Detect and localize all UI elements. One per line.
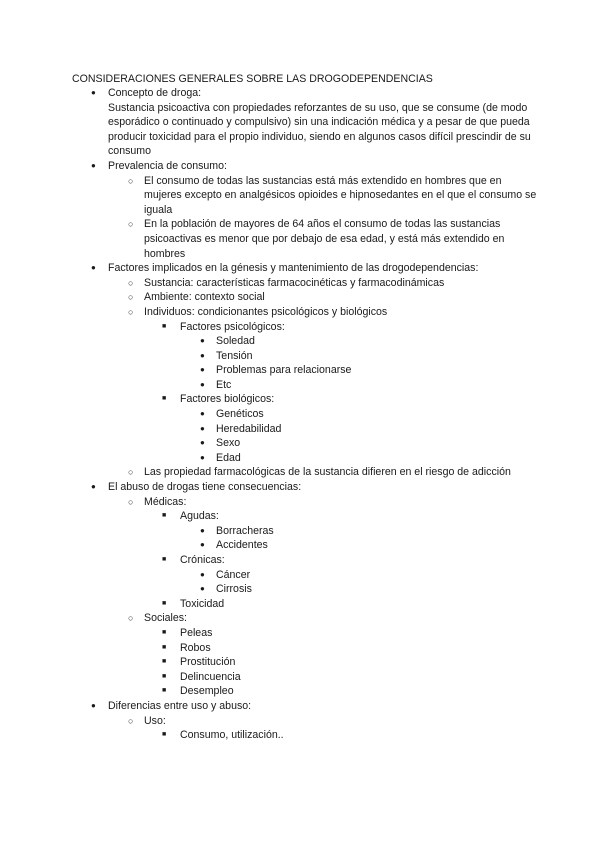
agudas-label: Agudas: — [180, 510, 219, 523]
biologicos-label: Factores biológicos: — [180, 393, 275, 406]
list-item: ● Heredabilidad — [216, 422, 538, 437]
factores-label: Factores implicados en la génesis y mantenimiento de las drogodependencias: — [108, 262, 479, 275]
diferencias-label: Diferencias entre uso y abuso: — [108, 699, 252, 712]
uso-label: Uso: — [144, 714, 166, 727]
list-item-individuos — [144, 305, 538, 466]
diferencias-sublist — [144, 714, 538, 743]
list-item: ■ Prostitución — [180, 655, 538, 670]
list-item: ● Sexo — [216, 436, 538, 451]
concepto-definition: Sustancia psicoactiva con propiedades reforzantes de su uso, que se consume (de modo esporádico o continuado y compulsivo) sin una indicación médica y a pesar de que pueda producir toxicidad para el propio individuo, siendo en algunos casos difícil prescindir de su consumo — [108, 101, 531, 158]
list-item: ○ Ambiente: contexto social — [144, 290, 538, 305]
list-item-medicas — [144, 495, 538, 612]
uso-sublist — [180, 728, 538, 743]
prevalencia-label: Prevalencia de consumo: — [108, 159, 227, 172]
list-item-biologicos — [180, 392, 538, 465]
list-item: ○ Las propiedad farmacológicas de la sustancia difieren en el riesgo de adicción — [144, 465, 538, 480]
list-item-sociales — [144, 611, 538, 699]
list-item-concepto — [108, 86, 538, 159]
list-item: ● Problemas para relacionarse — [216, 363, 538, 378]
list-item-uso — [144, 714, 538, 743]
main-outline — [108, 86, 538, 743]
abuso-label: El abuso de drogas tiene consecuencias: — [108, 481, 302, 494]
list-item: ● Soledad — [216, 334, 538, 349]
sociales-sublist — [180, 626, 538, 699]
biologicos-sublist — [216, 407, 538, 465]
list-item: ● Edad — [216, 451, 538, 466]
list-item: ■ Delincuencia — [180, 670, 538, 685]
psicologicos-sublist — [216, 334, 538, 392]
list-item: ● Accidentes — [216, 538, 538, 553]
psicologicos-label: Factores psicológicos: — [180, 320, 285, 333]
list-item-prevalencia — [108, 159, 538, 261]
individuos-label: Individuos: condicionantes psicológicos y biológicos — [144, 305, 388, 318]
cronicas-sublist — [216, 568, 538, 597]
list-item: ■ Toxicidad — [180, 597, 538, 612]
list-item: ○ Sustancia: características farmacocinéticas y farmacodinámicas — [144, 276, 538, 291]
list-item: ○ El consumo de todas las sustancias está más extendido en hombres que en mujeres excepto en analgésicos opioides e hipnosedantes en el que el consumo se iguala — [144, 174, 538, 218]
list-item: ● Borracheras — [216, 524, 538, 539]
document-title: CONSIDERACIONES GENERALES SOBRE LAS DROGODEPENDENCIAS — [72, 73, 433, 85]
list-item: ■ Robos — [180, 641, 538, 656]
list-item-diferencias — [108, 699, 538, 743]
abuso-sublist — [144, 495, 538, 699]
list-item-abuso — [108, 480, 538, 699]
list-item-psicologicos — [180, 320, 538, 393]
list-item-agudas — [180, 509, 538, 553]
list-item: ● Tensión — [216, 349, 538, 364]
list-item-cronicas — [180, 553, 538, 597]
concepto-label: ● Concepto de droga: — [108, 87, 202, 99]
list-item: ○ En la población de mayores de 64 años el consumo de todas las sustancias psicoactivas es menor que por debajo de esa edad, y está más extendido en hombres — [144, 217, 538, 261]
factores-sublist — [144, 276, 538, 480]
medicas-label: Médicas: — [144, 495, 187, 508]
agudas-sublist — [216, 524, 538, 553]
prevalencia-sublist — [144, 174, 538, 262]
list-item: ■ Desempleo — [180, 684, 538, 699]
list-item: ● Cáncer — [216, 568, 538, 583]
list-item: ■ Consumo, utilización.. — [180, 728, 538, 743]
cronicas-label: Crónicas: — [180, 554, 225, 566]
list-item: ● Genéticos — [216, 407, 538, 422]
list-item: ● Etc — [216, 378, 538, 393]
list-item-factores — [108, 261, 538, 480]
medicas-sublist — [180, 509, 538, 611]
sociales-label: Sociales: — [144, 612, 187, 625]
individuos-sublist — [180, 320, 538, 466]
list-item: ● Cirrosis — [216, 582, 538, 597]
list-item: ■ Peleas — [180, 626, 538, 641]
